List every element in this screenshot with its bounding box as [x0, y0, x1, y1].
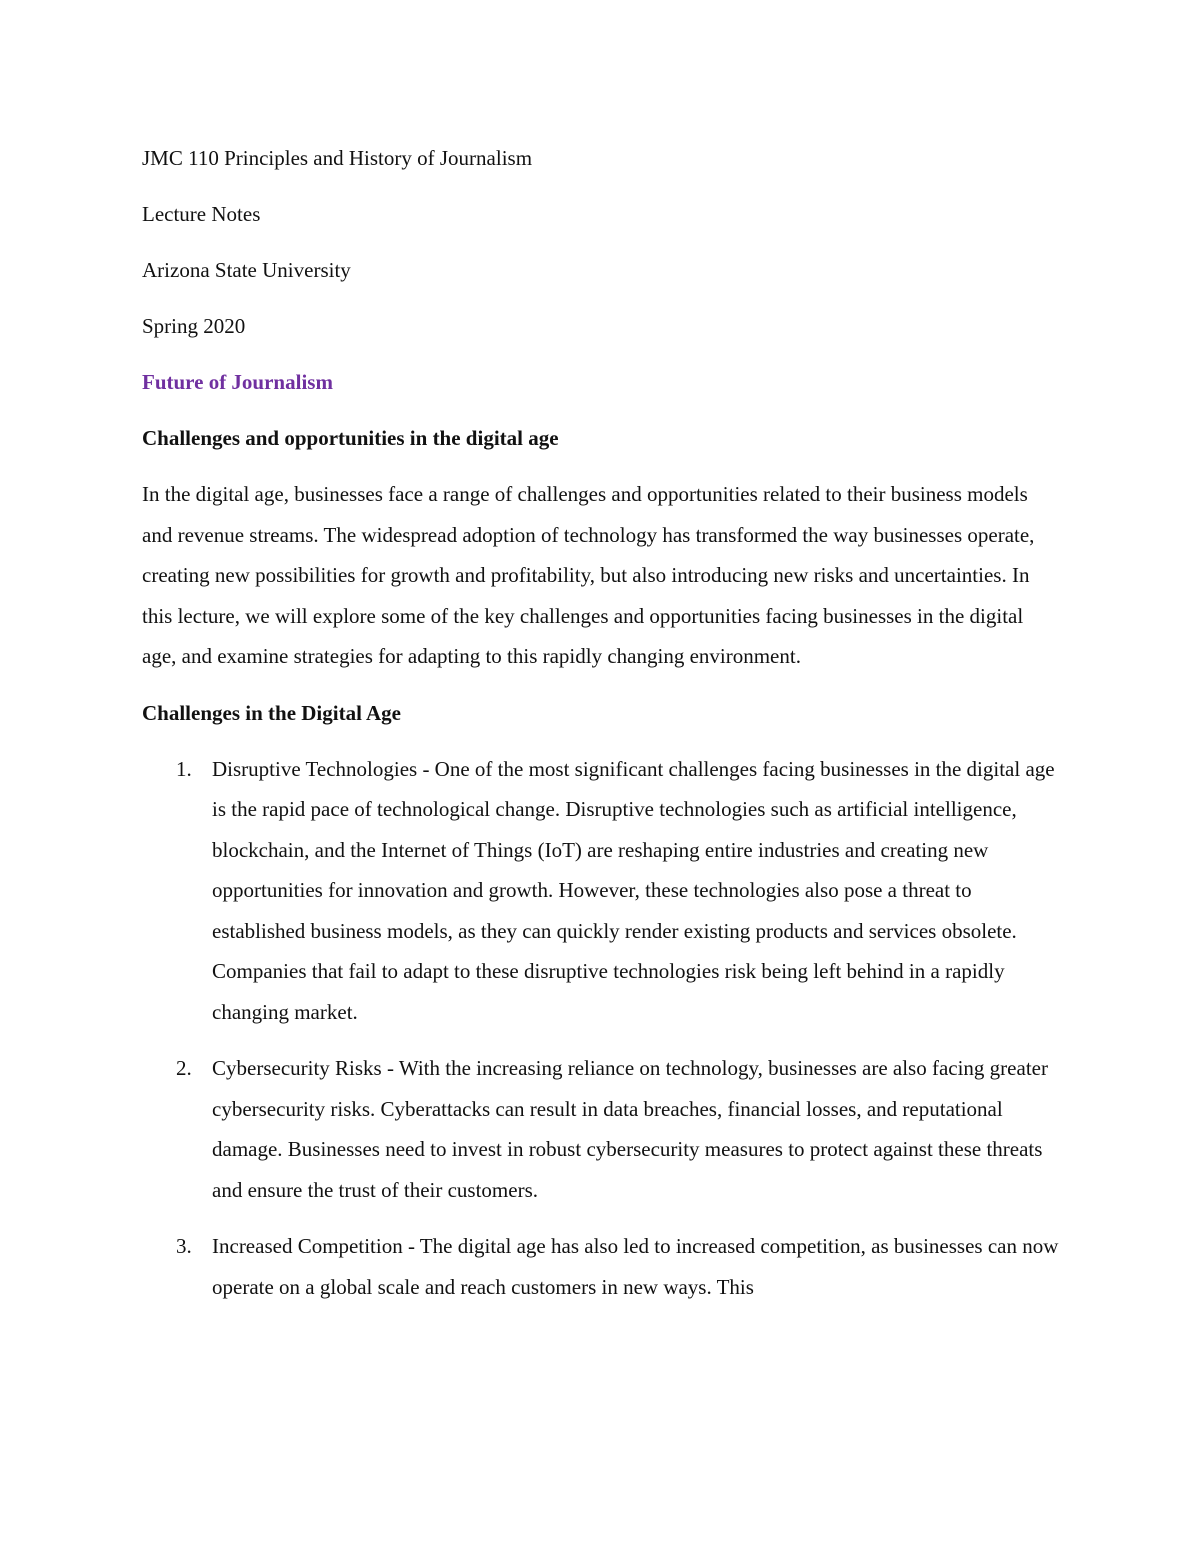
- intro-paragraph: In the digital age, businesses face a range of challenges and opportunities related to their business models and revenue streams. The widespread adoption of technology has transformed the way businesses operate, creating new possibilities for growth and profitability, but also introducing new risks and uncertainties. In this lecture, we will explore some of the key challenges and opportunities facing businesses in the digital age, and examine strategies for adapting to this rapidly changing environment.: [142, 482, 1035, 668]
- institution-name: Arizona State University: [142, 258, 351, 282]
- course-title: JMC 110 Principles and History of Journalism: [142, 146, 533, 170]
- term-label: Spring 2020: [142, 314, 246, 338]
- challenges-list: [142, 749, 1060, 1308]
- list-item: [142, 1048, 1060, 1210]
- list-item: [142, 1226, 1060, 1307]
- list-item-number: 3.: [176, 1234, 192, 1258]
- list-item-text: Increased Competition - The digital age has also led to increased competition, as businesses can now operate on a global scale and reach customers in new ways. This: [212, 1234, 1059, 1299]
- document-body: [142, 138, 1060, 1323]
- list-item-text: Cybersecurity Risks - With the increasing reliance on technology, businesses are also facing greater cybersecurity risks. Cyberattacks can result in data breaches, financial losses, and reputational damage. Businesses need to invest in robust cybersecurity measures to protect against these threats and ensure the trust of their customers.: [212, 1056, 1048, 1202]
- list-item-number: 1.: [176, 756, 192, 781]
- list-item-text: Disruptive Technologies - One of the most significant challenges facing businesses in the digital age is the rapid pace of technological change. Disruptive technologies such as artificial intelligence, blockchain, and the Internet of Things (IoT) are reshaping entire industries and creating new opportunities for innovation and growth. However, these technologies also pose a threat to established business models, as they can quickly render existing products and services obsolete. Companies that fail to adapt to these disruptive technologies risk being left behind in a rapidly changing market.: [212, 756, 1055, 1024]
- list-item-number: 2.: [176, 1056, 192, 1080]
- section-title: Future of Journalism: [142, 370, 333, 394]
- list-item: [142, 749, 1060, 1033]
- subheading-challenges: Challenges in the Digital Age: [142, 700, 402, 725]
- document-type: Lecture Notes: [142, 202, 261, 226]
- subheading-challenges-opportunities: Challenges and opportunities in the digital age: [142, 426, 559, 450]
